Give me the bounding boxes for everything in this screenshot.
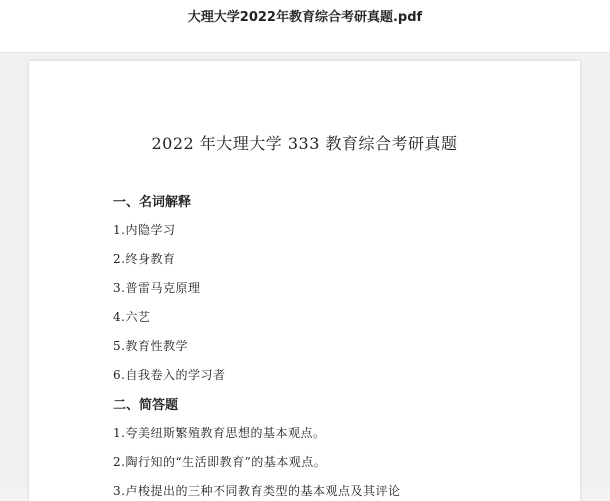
list-item: 5.教育性教学 [113, 339, 188, 353]
list-item: 2.终身教育 [113, 252, 176, 266]
list-item: 1.内隐学习 [113, 223, 176, 237]
viewer-header [0, 0, 610, 53]
list-item: 1.夸美纽斯繁殖教育思想的基本观点。 [113, 426, 326, 440]
section-heading-terms: 一、名词解释 [113, 195, 192, 210]
section-heading-short-answer: 二、简答题 [113, 398, 179, 413]
document-page [29, 61, 580, 501]
list-item: 6.自我卷入的学习者 [113, 368, 226, 382]
list-item: 3.卢梭提出的三种不同教育类型的基本观点及其评论 [113, 484, 401, 498]
file-title: 大理大学2022年教育综合考研真题.pdf [187, 10, 423, 25]
document-viewer[interactable] [0, 53, 610, 498]
document-title: 2022 年大理大学 333 教育综合考研真题 [151, 134, 458, 153]
list-item: 3.普雷马克原理 [113, 281, 201, 295]
list-item: 2.陶行知的“生活即教育”的基本观点。 [113, 455, 327, 469]
list-item: 4.六艺 [113, 310, 151, 324]
